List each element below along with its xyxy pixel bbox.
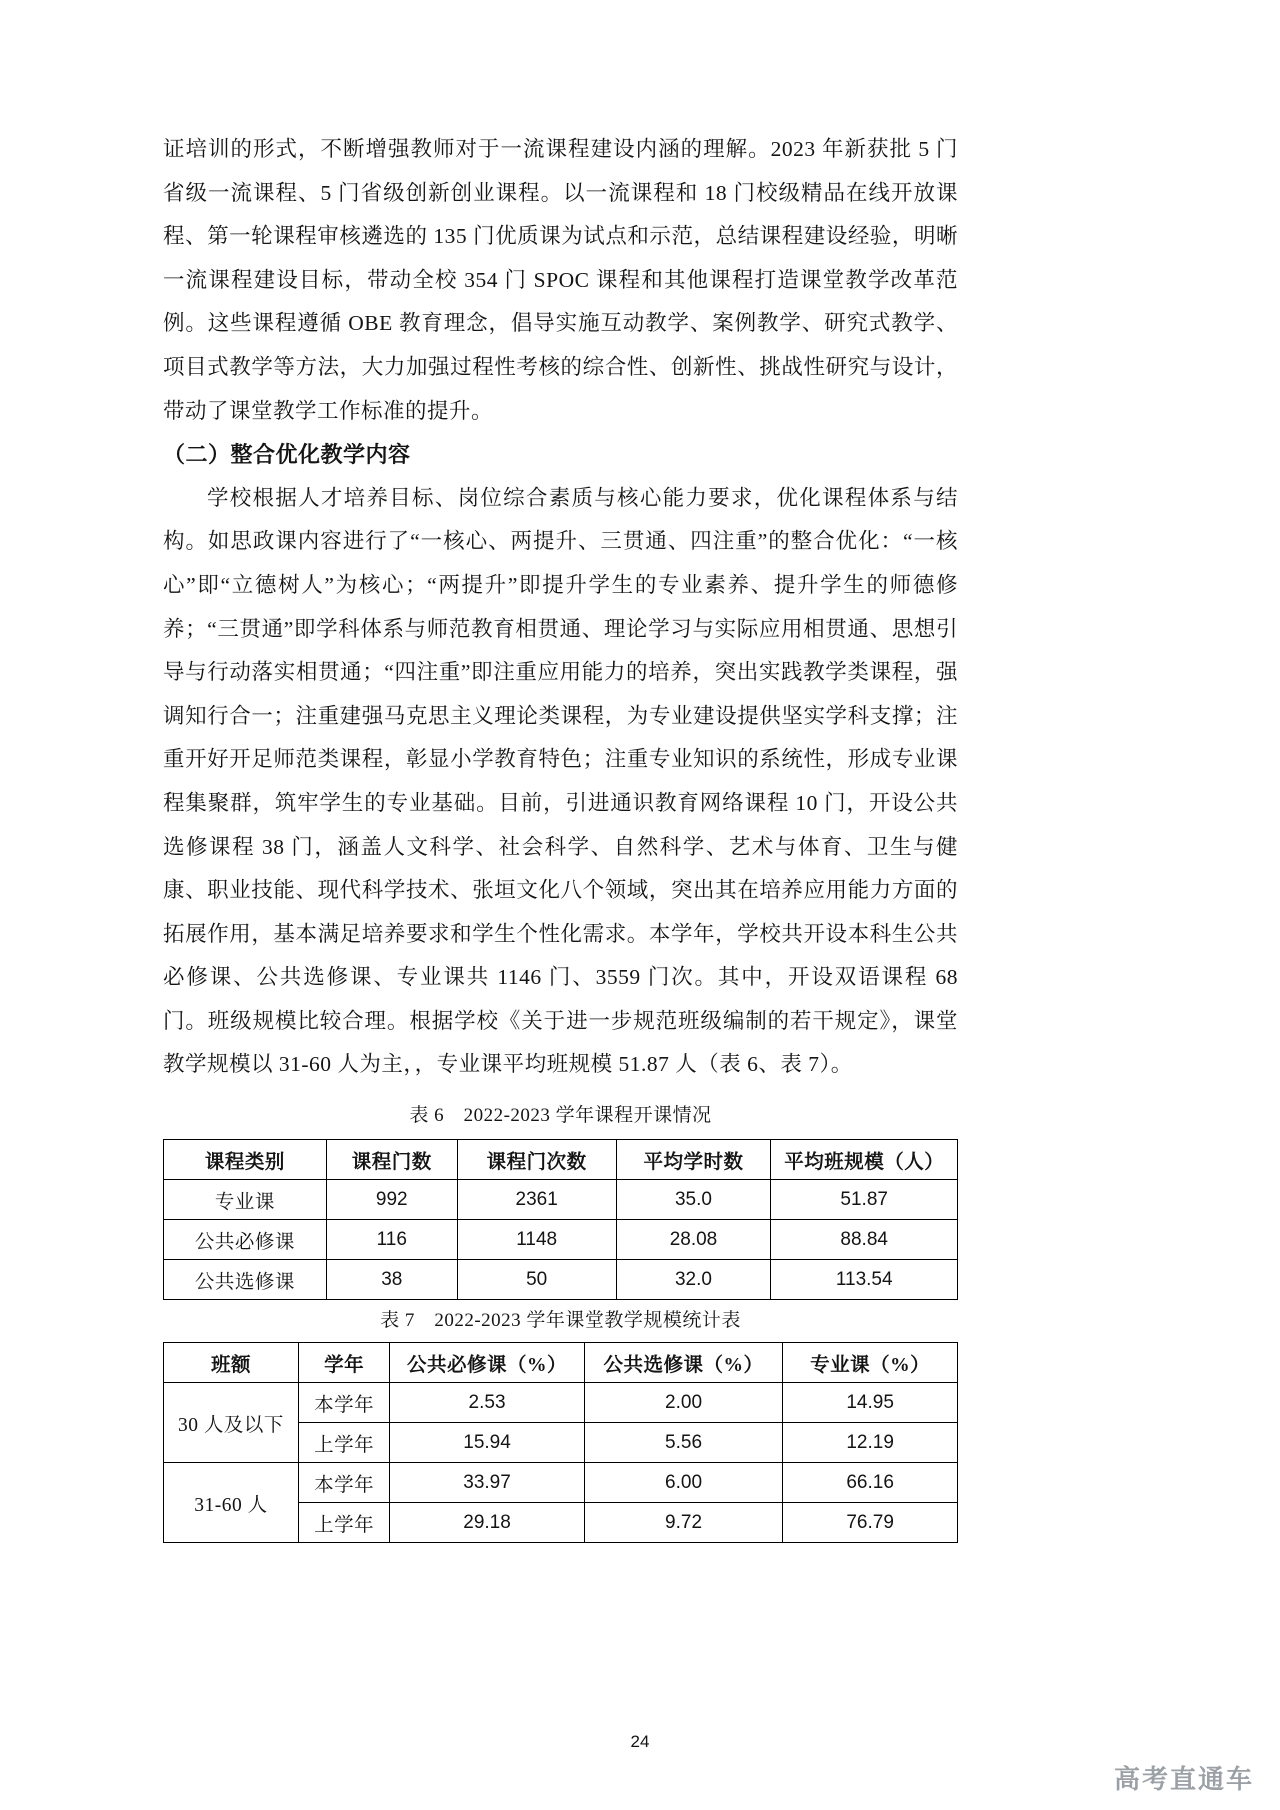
- table-row: [164, 1180, 958, 1220]
- table-cell: 12.19: [783, 1423, 958, 1463]
- page-number: 24: [630, 1732, 650, 1751]
- table-row: [164, 1463, 958, 1503]
- table-cell: 2.53: [390, 1383, 585, 1423]
- table-header-row: [164, 1140, 958, 1180]
- table6-caption: 表 6 2022-2023 学年课程开课情况: [409, 1105, 712, 1127]
- table-cell: 15.94: [390, 1423, 585, 1463]
- table-cell: 76.79: [783, 1503, 958, 1543]
- table-row: [164, 1220, 958, 1260]
- column-header: 平均班规模（人）: [771, 1140, 958, 1180]
- table-cell: 113.54: [771, 1260, 958, 1300]
- table-cell: 28.08: [616, 1220, 771, 1260]
- table-cell: 2.00: [584, 1383, 783, 1423]
- column-header: 学年: [298, 1343, 389, 1383]
- table-cell: 6.00: [584, 1463, 783, 1503]
- section-heading: （二）整合优化教学内容: [163, 442, 411, 468]
- column-header: 公共必修课（%）: [390, 1343, 585, 1383]
- table-class-size: [163, 1342, 958, 1543]
- table-cell: 公共选修课: [164, 1260, 327, 1300]
- table-row: [164, 1260, 958, 1300]
- table-cell: 上学年: [298, 1503, 389, 1543]
- table-cell: 上学年: [298, 1423, 389, 1463]
- paragraph-course-construction: 证培训的形式，不断增强教师对于一流课程建设内涵的理解。2023 年新获批 5 门省级一流课程、5 门省级创新创业课程。以一流课程和 18 门校级精品在线开放课程、第一轮课程审核遴选的 135 门优质课为试点和示范，总结课程建设经验，明晰一流课程建设目标，带动全校 354 门 SPOC 课程和其他课程打造课堂教学改革范例。这些课程遵循 OBE 教育理念，倡导实施互动教学、案例教学、研究式教学、项目式教学等方法，大力加强过程性考核的综合性、创新性、挑战性研究与设计，带动了课堂教学工作标准的提升。: [163, 137, 958, 423]
- table-cell: 2361: [457, 1180, 616, 1220]
- table-header-row: [164, 1343, 958, 1383]
- page-content: [163, 128, 958, 1543]
- table-cell: 992: [326, 1180, 457, 1220]
- table-course-offering: [163, 1139, 958, 1300]
- table-cell: 35.0: [616, 1180, 771, 1220]
- table-cell: 公共必修课: [164, 1220, 327, 1260]
- column-header: 平均学时数: [616, 1140, 771, 1180]
- column-header: 课程门数: [326, 1140, 457, 1180]
- column-header: 课程类别: [164, 1140, 327, 1180]
- column-header: 班额: [164, 1343, 299, 1383]
- row-group-label: 30 人及以下: [164, 1383, 299, 1463]
- column-header: 公共选修课（%）: [584, 1343, 783, 1383]
- table-cell: 本学年: [298, 1463, 389, 1503]
- table7-caption: 表 7 2022-2023 学年课堂教学规模统计表: [380, 1310, 741, 1332]
- table-cell: 本学年: [298, 1383, 389, 1423]
- table-cell: 50: [457, 1260, 616, 1300]
- table-cell: 9.72: [584, 1503, 783, 1543]
- table-cell: 32.0: [616, 1260, 771, 1300]
- column-header: 课程门次数: [457, 1140, 616, 1180]
- table-cell: 51.87: [771, 1180, 958, 1220]
- column-header: 专业课（%）: [783, 1343, 958, 1383]
- table-cell: 1148: [457, 1220, 616, 1260]
- table-cell: 116: [326, 1220, 457, 1260]
- table-cell: 38: [326, 1260, 457, 1300]
- watermark-text: 高考直通车: [1113, 1765, 1254, 1794]
- table-cell: 14.95: [783, 1383, 958, 1423]
- table-cell: 29.18: [390, 1503, 585, 1543]
- table-cell: 66.16: [783, 1463, 958, 1503]
- paragraph-teaching-content: 学校根据人才培养目标、岗位综合素质与核心能力要求，优化课程体系与结构。如思政课内容进行了“一核心、两提升、三贯通、四注重”的整合优化：“一核心”即“立德树人”为核心；“两提升”即提升学生的专业素养、提升学生的师德修养；“三贯通”即学科体系与师范教育相贯通、理论学习与实际应用相贯通、思想引导与行动落实相贯通；“四注重”即注重应用能力的培养，突出实践教学类课程，强调知行合一；注重建强马克思主义理论类课程，为专业建设提供坚实学科支撑；注重开好开足师范类课程，彰显小学教育特色；注重专业知识的系统性，形成专业课程集聚群，筑牢学生的专业基础。目前，引进通识教育网络课程 10 门，开设公共选修课程 38 门，涵盖人文科学、社会科学、自然科学、艺术与体育、卫生与健康、职业技能、现代科学技术、张垣文化八个领域，突出其在培养应用能力方面的拓展作用，基本满足培养要求和学生个性化需求。本学年，学校共开设本科生公共必修课、公共选修课、专业课共 1146 门、3559 门次。其中，开设双语课程 68 门。班级规模比较合理。根据学校《关于进一步规范班级编制的若干规定》，课堂教学规模以 31-60 人为主，，专业课平均班规模 51.87 人（表 6、表 7）。: [163, 485, 958, 1077]
- table-cell: 33.97: [390, 1463, 585, 1503]
- row-group-label: 31-60 人: [164, 1463, 299, 1543]
- table-cell: 88.84: [771, 1220, 958, 1260]
- table-cell: 专业课: [164, 1180, 327, 1220]
- table-row: [164, 1383, 958, 1423]
- table-cell: 5.56: [584, 1423, 783, 1463]
